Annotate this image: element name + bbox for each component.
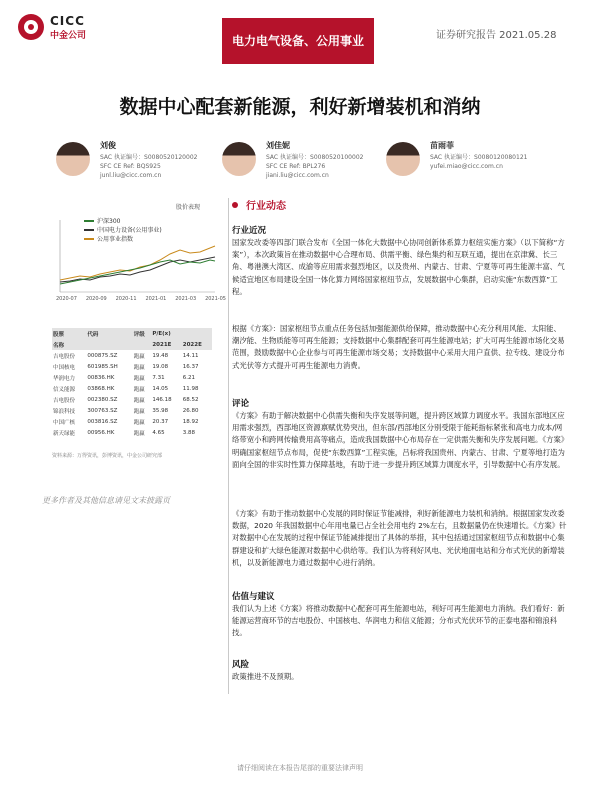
cell: 14.05	[152, 385, 169, 392]
cell: 002380.SZ	[87, 396, 118, 403]
cell: 11.98	[182, 385, 199, 392]
price-performance-chart	[50, 210, 220, 302]
table-row	[52, 372, 212, 383]
avatar	[222, 142, 256, 176]
table-header-cell: 2022E	[182, 339, 212, 350]
tick-label: 2021-05	[205, 296, 226, 302]
chart-caption: 股价表现	[176, 204, 201, 211]
cell: 华润电力	[53, 375, 76, 382]
table-header-cell: 股票	[52, 328, 86, 339]
cell: 7.31	[152, 374, 165, 381]
cell: 20.37	[152, 418, 169, 425]
series-utilities	[60, 246, 215, 280]
analyst-name: 苗雨菲	[430, 141, 454, 150]
sector-banner: 电力电气设备、公用事业	[222, 18, 374, 64]
cell: 003816.SZ	[87, 418, 118, 425]
tick-label: 2021-03	[175, 296, 197, 302]
table-row	[52, 427, 212, 438]
table-row	[52, 416, 212, 427]
paragraph: 国家发改委等四部门联合发布《全国一体化大数据中心协同创新体系算力枢纽实施方案》（以下简称“方案”），本次政策旨在推动数据中心合理布局、供需平衡、绿色集约和互联互通，提出在京津冀、长三角、粤港澳大湾区、成渝等应用需求强烈地区，以及贵州、内蒙古、甘肃、宁夏等可再生能源丰富、气候适宜地区布局建设全国一体化算力网络国家枢纽节点，发展数据中心集群，启动实施“东数西算”工程。	[232, 238, 565, 296]
cell: 跑赢	[133, 430, 145, 437]
cell: 跑赢	[133, 397, 145, 404]
analyst-name: 刘佳妮	[266, 141, 290, 150]
paragraph: 《方案》有助于推动数据中心发展的同时保证节能减排，利好新能源电力装机和消纳。根据国家发改委数据，2020 年我国数据中心年用电量已占全社会用电约 2%左右，且数据量仍在快速增长。《方案》针对数据中心在发展的过程中保证节能减排提出了具体的举措，其中包括通过国家枢纽节点和数据中心集群建设和扩大绿色能源对数据中心供给等。我们认为将利好风电、光伏地面电站和分布式光伏的新增装机，以及新能源电力通过数据中心进行消纳。	[232, 509, 567, 567]
logo-text-en: CICC	[50, 14, 85, 28]
heading-recent: 行业近况	[232, 226, 267, 236]
analyst-email[interactable]: jiani.liu@cicc.com.cn	[266, 172, 329, 179]
table-header-cell	[86, 339, 132, 350]
cell: 吉电股份	[53, 353, 76, 360]
cell: 6.21	[182, 374, 196, 381]
cell: 4.65	[152, 429, 165, 436]
cell: 19.48	[152, 352, 169, 359]
cell: 信义能源	[53, 386, 76, 393]
analyst-name: 刘俊	[100, 141, 116, 150]
cell: 跑赢	[133, 419, 145, 426]
cell: 新天绿能	[53, 430, 76, 437]
logo-text-cn: 中金公司	[50, 31, 87, 41]
table-header-cell: P/E(x)	[151, 328, 181, 339]
report-type-date: 证券研究报告 2021.05.28	[436, 30, 557, 41]
analyst-sac: SAC 执证编号：S0080120080121	[430, 154, 528, 161]
cell: 跑赢	[133, 353, 145, 360]
analyst-sac: SAC 执证编号：S0080520120002	[100, 154, 198, 161]
table-header-cell: 代码	[86, 328, 132, 339]
table-row	[52, 350, 212, 361]
table-header-cell	[182, 328, 212, 339]
avatar	[56, 142, 90, 176]
tick-label: 2020-07	[56, 296, 77, 302]
avatar	[386, 142, 420, 176]
analyst-sfc: SFC CE Ref: BPL276	[266, 163, 326, 170]
series-power-equipment	[60, 257, 215, 282]
cell: 000875.SZ	[87, 352, 118, 359]
cell: 16.37	[182, 363, 199, 370]
table-header-cell: 2021E	[151, 339, 181, 350]
more-info-note: 更多作者及其他信息请见文末披露页	[42, 496, 170, 505]
paragraph: 我们认为上述《方案》将推动数据中心配套可再生能源电站，利好可再生能源电力消纳。我们看好：新能源运营商环节的吉电股份、中国核电、华润电力和信义能源；分布式光伏环节的正泰电器和锦浪科技。	[232, 604, 565, 638]
analyst-email[interactable]: junl.liu@cicc.com.cn	[100, 172, 162, 179]
cell: 18.92	[182, 418, 199, 425]
heading-risk: 风险	[232, 660, 250, 670]
legend-item: 沪深300	[84, 216, 162, 225]
table-row	[52, 361, 212, 372]
table-header-cell: 评级	[133, 328, 152, 339]
table-header-row	[52, 328, 212, 339]
table-row	[52, 383, 212, 394]
tick-label: 2020-11	[115, 296, 137, 302]
cell: 跑赢	[133, 375, 145, 382]
series-hs300	[60, 260, 215, 284]
table-row	[52, 405, 212, 416]
cell: 19.08	[152, 363, 169, 370]
table-header-cell: 名称	[52, 339, 86, 350]
valuation-table	[52, 328, 212, 438]
table-source-note: 资料来源：万得资讯，彭博资讯，中金公司研究部	[52, 453, 163, 459]
cell: 14.11	[182, 352, 199, 359]
heading-comment: 评论	[232, 399, 250, 409]
analyst-sfc: SFC CE Ref: BQS925	[100, 163, 161, 170]
bullet-icon	[232, 202, 238, 208]
legend-item: 中国电力设备(公用事业)	[84, 225, 162, 234]
cell: 00836.HK	[87, 374, 115, 381]
tick-label: 2020-09	[85, 296, 107, 302]
tick-label: 2021-01	[145, 296, 167, 302]
cell: 中国核电	[53, 364, 76, 371]
cell: 601985.SH	[87, 363, 118, 370]
cell: 跑赢	[133, 364, 145, 371]
cell: 00956.HK	[87, 429, 115, 436]
cell: 68.52	[182, 396, 199, 403]
section-header: 行业动态	[232, 197, 286, 212]
cell: 锦浪科技	[53, 408, 76, 415]
table-subheader-row	[52, 339, 212, 350]
paragraph: 《方案》有助于解决数据中心供需失衡和失序发展等问题，提升跨区域算力调度水平。我国东部地区应用需求强烈，西部地区资源禀赋优势突出，但东部/西部地区分别受限于能耗指标紧张和高电力成本/网络带宽小和跨网传输费用高等痛点，造成我国数据中心布局存在一定供需失衡和失序发展问题。《方案》明确国家枢纽节点布局，促使“东数西算”工程实施，吕标将我国贵州、内蒙古、甘肃、宁夏等地打造为面向全国的非实时性算力保障基地，有助于进一步提升跨区域算力调度水平，引导数据中心有序发展。	[232, 411, 565, 469]
table-row	[52, 394, 212, 405]
chart-x-ticks	[56, 296, 226, 302]
legend-item: 公用事业指数	[84, 234, 162, 243]
cell: 300763.SZ	[87, 407, 118, 414]
analyst-email[interactable]: yufei.miao@cicc.com.cn	[430, 163, 503, 170]
page-title: 数据中心配套新能源，利好新增装机和消纳	[119, 96, 481, 118]
cell: 3.88	[182, 429, 196, 436]
paragraph: 根据《方案》：国家枢纽节点重点任务包括加强能源供给保障，推动数据中心充分利用风能、太阳能、潮汐能、生物质能等可再生能源；支持数据中心集群配套可再生能源电站；扩大可再生能源市场化交易范围，鼓励数据中心企业参与可再生能源市场交易；支持数据中心采用大用户直供、拉专线、建设分布式光伏等方式提升可再生能源电力消费。	[232, 324, 565, 370]
table-header-cell	[133, 339, 152, 350]
column-divider	[228, 198, 229, 694]
cell: 03868.HK	[87, 385, 115, 392]
paragraph: 政策推进不及预期。	[232, 672, 299, 681]
cicc-logo-icon	[18, 14, 44, 40]
cell: 跑赢	[133, 408, 145, 415]
analyst-sac: SAC 执证编号：S0080520100002	[266, 154, 364, 161]
cell: 35.98	[152, 407, 169, 414]
legal-footer: 请仔细阅读在本报告尾部的重要法律声明	[237, 764, 363, 772]
cell: 吉电股份	[53, 397, 76, 404]
cell: 26.80	[182, 407, 199, 414]
cell: 跑赢	[133, 386, 145, 393]
cell: 146.18	[152, 396, 172, 403]
cell: 中国广核	[53, 419, 76, 426]
heading-valuation: 估值与建议	[232, 592, 275, 602]
